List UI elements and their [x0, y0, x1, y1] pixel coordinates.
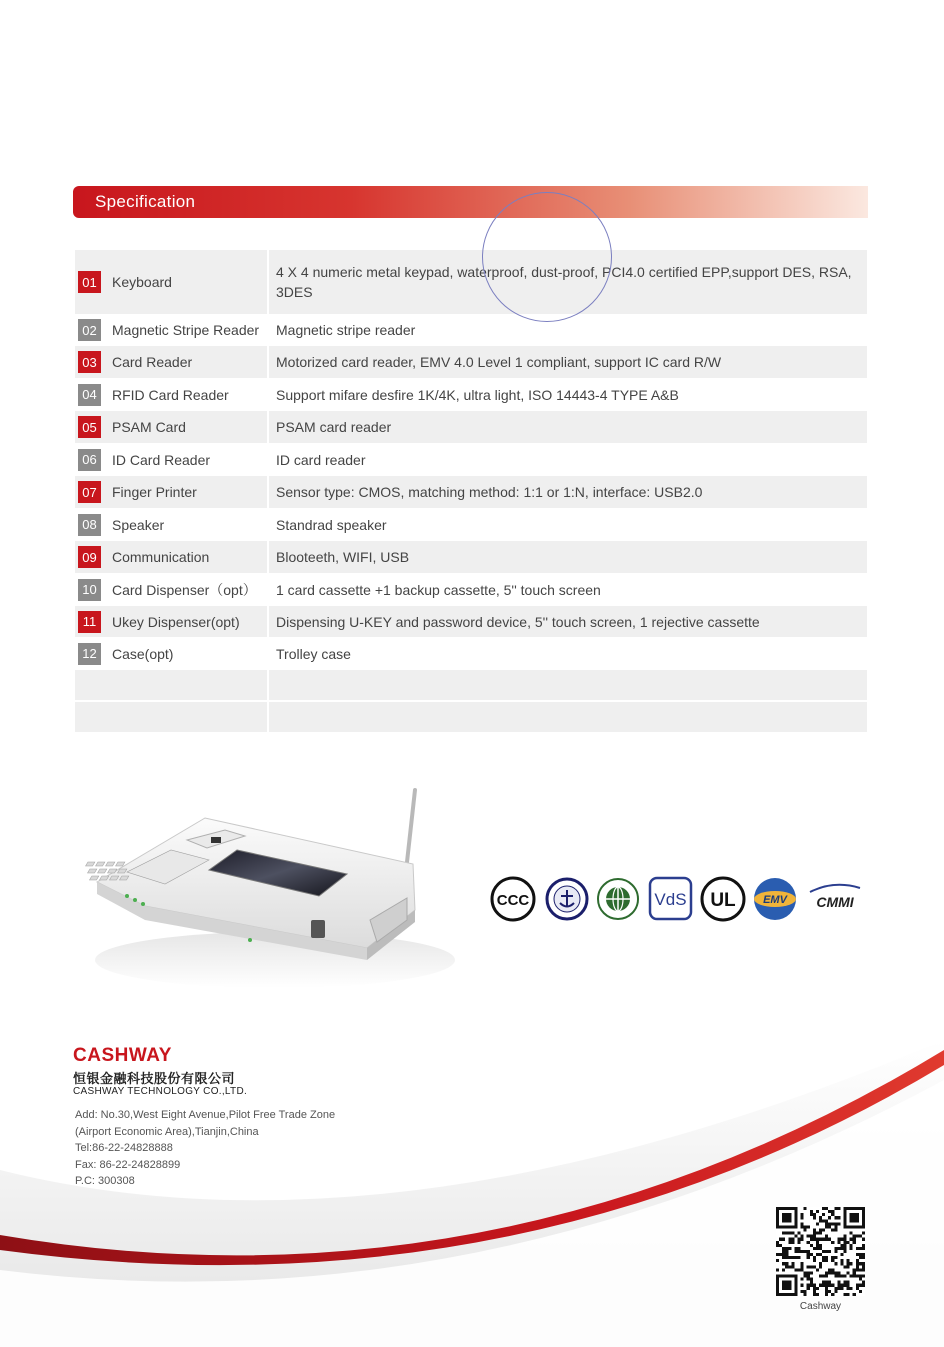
spec-item-name: Speaker	[112, 516, 165, 533]
spec-description-cell	[269, 509, 867, 540]
spec-description: PSAM card reader	[276, 419, 392, 435]
spec-item-name: ID Card Reader	[112, 451, 211, 468]
specification-title: Specification	[95, 192, 196, 211]
spec-row	[75, 541, 867, 573]
spec-item-cell	[75, 315, 267, 345]
spec-item-cell	[75, 379, 267, 410]
spec-row	[75, 606, 867, 637]
svg-text:VdS: VdS	[654, 890, 687, 909]
spec-row	[75, 638, 867, 669]
emv-certification-icon	[752, 876, 798, 922]
spec-item-name: Keyboard	[112, 274, 172, 290]
spec-item-name: Ukey Dispenser(opt)	[112, 613, 240, 630]
spec-number-badge: 05	[78, 416, 101, 438]
qr-code-label: Cashway	[799, 1301, 842, 1312]
spec-item-cell	[75, 606, 267, 637]
spec-item-cell	[75, 509, 267, 540]
spec-item-name: Finger Printer	[112, 484, 197, 500]
spec-item-name: PSAM Card	[112, 419, 186, 435]
spec-number-badge: 08	[78, 514, 101, 536]
empty-cell	[269, 670, 867, 700]
spec-item-name: Magnetic Stripe Reader	[112, 322, 260, 338]
spec-number-badge: 07	[78, 481, 101, 503]
spec-row	[75, 250, 867, 314]
spec-description-cell	[269, 411, 867, 443]
spec-item-name: RFID Card Reader	[112, 386, 229, 403]
certification-logos	[490, 876, 870, 926]
telephone: Tel:86-22-24828888	[75, 1142, 173, 1154]
spec-description: Trolley case	[276, 645, 351, 662]
spec-description-cell	[269, 606, 867, 637]
spec-row	[75, 509, 867, 540]
spec-item-cell	[75, 444, 267, 475]
vds-certification-icon	[648, 876, 693, 921]
spec-item-cell	[75, 346, 267, 378]
specification-banner	[73, 186, 868, 218]
spec-description: Standrad speaker	[276, 516, 387, 533]
spec-description-cell	[269, 541, 867, 573]
spec-description: Sensor type: CMOS, matching method: 1:1 or 1:N, interface: USB2.0	[276, 484, 703, 500]
anchor-seal-icon	[545, 876, 589, 922]
spec-description-cell	[269, 638, 867, 669]
cmmi-certification-icon	[804, 876, 866, 922]
spec-row-empty	[75, 670, 867, 700]
spec-item-name: Communication	[112, 549, 210, 565]
svg-text:UL: UL	[710, 890, 736, 911]
spec-number-badge: 11	[78, 611, 101, 633]
spec-item-name: Card Dispenser（opt）	[112, 581, 257, 598]
spec-table	[75, 250, 867, 734]
spec-number-badge: 03	[78, 351, 101, 373]
spec-description: Magnetic stripe reader	[276, 322, 416, 338]
spec-number-badge: 06	[78, 449, 101, 471]
spec-description-cell	[269, 315, 867, 345]
empty-cell	[269, 702, 867, 732]
decorative-circle	[482, 192, 612, 322]
spec-row	[75, 444, 867, 475]
ul-certification-icon	[700, 876, 746, 922]
brand-logo: CASHWAY	[73, 1045, 172, 1066]
spec-number-badge: 09	[78, 546, 101, 568]
spec-row	[75, 315, 867, 345]
spec-row	[75, 411, 867, 443]
empty-cell	[75, 670, 267, 700]
empty-cell	[75, 702, 267, 732]
company-name-english: CASHWAY TECHNOLOGY CO.,LTD.	[73, 1086, 248, 1097]
globe-seal-icon	[596, 876, 640, 922]
spec-row	[75, 346, 867, 378]
postal-code: P.C: 300308	[75, 1175, 135, 1187]
fax: Fax: 86-22-24828899	[75, 1158, 181, 1171]
spec-description: 1 card cassette +1 backup cassette, 5'' touch screen	[276, 581, 601, 598]
svg-text:EMV: EMV	[763, 894, 787, 906]
spec-number-badge: 10	[78, 579, 101, 601]
spec-row	[75, 476, 867, 508]
company-contact-block	[75, 1107, 335, 1190]
address-line-2: (Airport Economic Area),Tianjin,China	[75, 1125, 259, 1138]
spec-item-name: Case(opt)	[112, 645, 174, 662]
spec-description-cell	[269, 379, 867, 410]
spec-number-badge: 12	[78, 643, 101, 665]
spec-item-cell	[75, 411, 267, 443]
spec-description: 4 X 4 numeric metal keypad, waterproof, dust-proof, PCI4.0 certified EPP,support DES, RSA, 3DES	[276, 264, 852, 300]
spec-description: Blooteeth, WIFI, USB	[276, 549, 410, 565]
spec-description-cell	[269, 346, 867, 378]
svg-text:CMMI: CMMI	[816, 894, 854, 910]
spec-item-cell	[75, 541, 267, 573]
spec-description: Support mifare desfire 1K/4K, ultra light, ISO 14443-4 TYPE A&B	[276, 386, 679, 403]
ccc-certification-icon	[490, 876, 536, 922]
spec-description-cell	[269, 476, 867, 508]
spec-number-badge: 01	[78, 271, 101, 293]
spec-item-cell	[75, 638, 267, 669]
spec-item-cell	[75, 574, 267, 605]
spec-description: ID card reader	[276, 451, 366, 468]
spec-row	[75, 574, 867, 605]
qr-code-icon[interactable]	[776, 1207, 865, 1296]
spec-row-empty	[75, 702, 867, 732]
company-name-chinese: 恒银金融科技股份有限公司	[73, 1072, 236, 1087]
svg-text:CCC: CCC	[496, 892, 530, 909]
spec-number-badge: 04	[78, 384, 101, 406]
spec-item-cell	[75, 476, 267, 508]
spec-description: Dispensing U-KEY and password device, 5'' touch screen, 1 rejective cassette	[276, 613, 760, 630]
spec-description-cell	[269, 444, 867, 475]
product-terminal-image	[85, 770, 465, 990]
spec-row	[75, 379, 867, 410]
spec-number-badge: 02	[78, 319, 101, 341]
spec-description: Motorized card reader, EMV 4.0 Level 1 compliant, support IC card R/W	[276, 354, 722, 370]
spec-item-cell	[75, 250, 267, 314]
spec-description-cell	[269, 574, 867, 605]
address-line-1: Add: No.30,West Eight Avenue,Pilot Free Trade Zone	[75, 1109, 336, 1121]
spec-item-name: Card Reader	[112, 354, 193, 370]
